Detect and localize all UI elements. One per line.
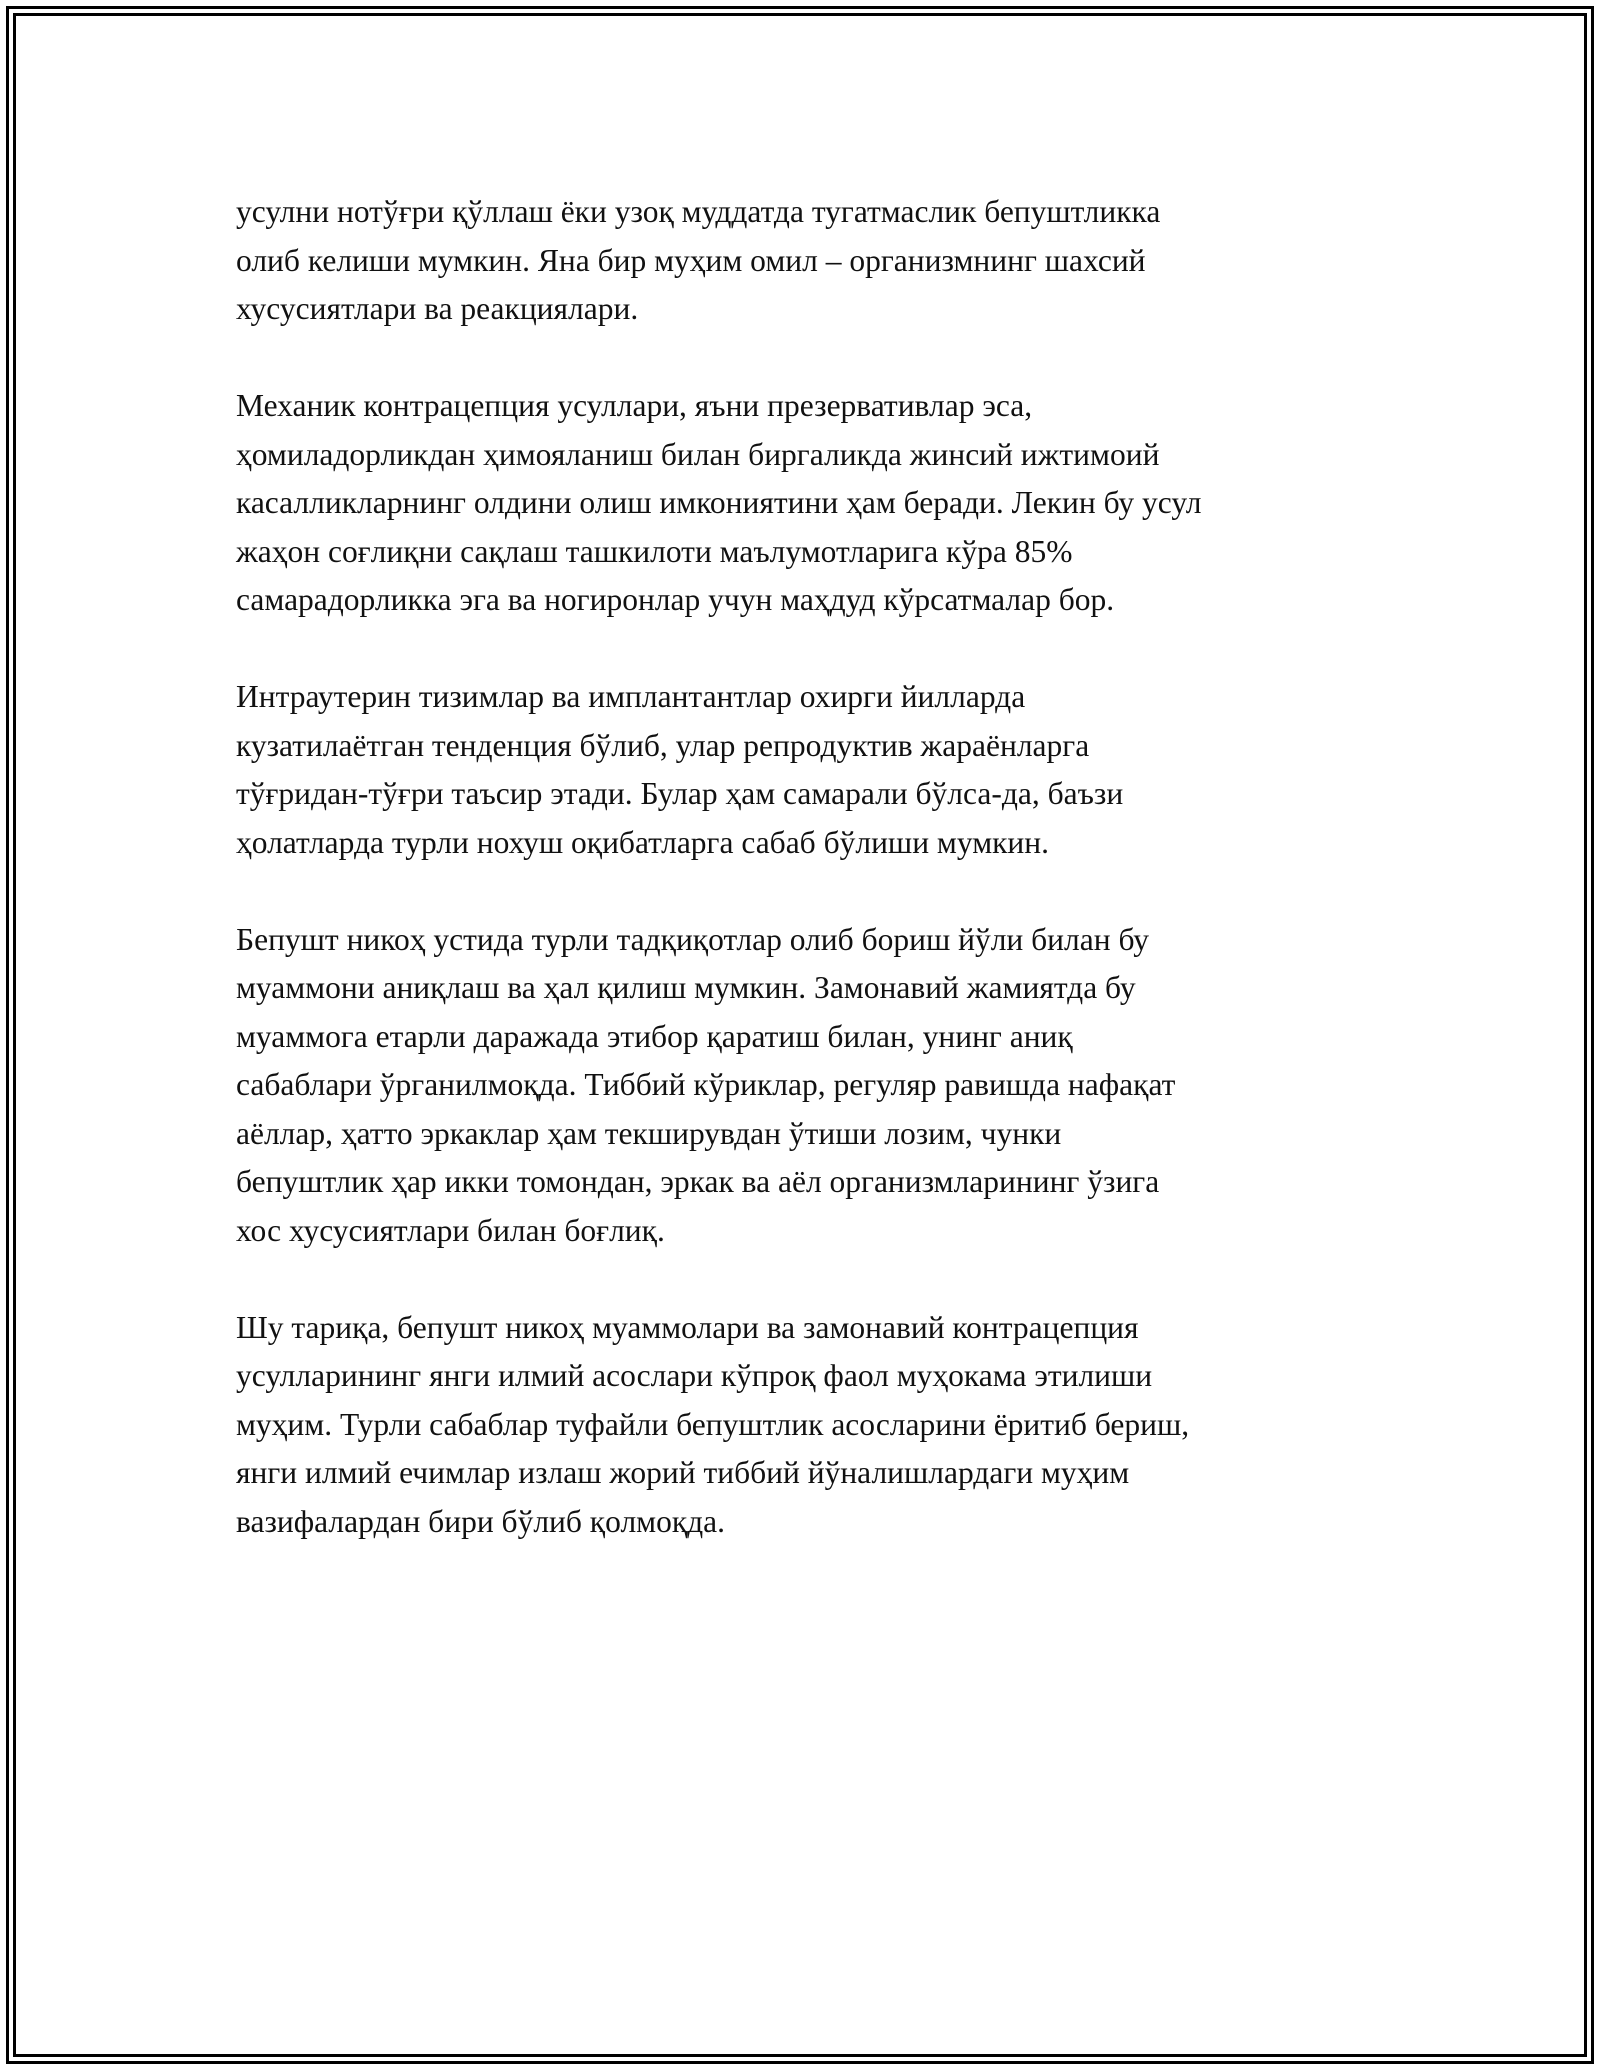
text-line: янги илмий ечимлар излаш жорий тиббий йўналишлардаги муҳим (236, 1455, 1130, 1490)
paragraph-5 (236, 1304, 1386, 1547)
text-line: Шу тариқа, бепушт никоҳ муаммолари ва замонавий контрацепция (236, 1309, 1139, 1345)
document-body (236, 188, 1386, 1595)
text-line: Бепушт никоҳ устида турли тадқиқотлар олиб бориш йўли билан бу (236, 921, 1150, 957)
paragraph-3 (236, 673, 1386, 867)
text-line: хусусиятлари ва реакциялари. (236, 291, 639, 326)
paragraph-2 (236, 382, 1386, 625)
text-line: олиб келиши мумкин. Яна бир муҳим омил – организмнинг шахсий (236, 242, 1146, 278)
text-line: усулларининг янги илмий асослари кўпроқ фаол муҳокама этилиши (236, 1358, 1153, 1393)
text-line: кузатилаётган тенденция бўлиб, улар репродуктив жараёнларга (236, 727, 1090, 763)
text-line: вазифалардан бири бўлиб қолмоқда. (236, 1503, 726, 1539)
paragraph-1 (236, 188, 1386, 334)
text-line: Механик контрацепция усуллари, яъни презервативлар эса, (236, 388, 1033, 423)
text-line: жаҳон соғлиқни сақлаш ташкилоти маълумотларига кўра 85% (236, 533, 1073, 569)
text-line: усулни нотўғри қўллаш ёки узоқ муддатда тугатмаслик бепуштликка (236, 194, 1161, 229)
text-line: бепуштлик ҳар икки томондан, эркак ва аёл организмларининг ўзига (236, 1164, 1160, 1199)
text-line: касалликларнинг олдини олиш имкониятини ҳам беради. Лекин бу усул (236, 485, 1202, 520)
text-line: сабаблари ўрганилмоқда. Тиббий кўриклар, регуляр равишда нафақат (236, 1067, 1176, 1102)
text-line: Интраутерин тизимлар ва имплантантлар охирги йилларда (236, 679, 1026, 714)
text-line: муаммони аниқлаш ва ҳал қилиш мумкин. Замонавий жамиятда бу (236, 970, 1136, 1005)
text-line: тўғридан-тўғри таъсир этади. Булар ҳам самарали бўлса-да, баъзи (236, 776, 1124, 811)
text-line: муаммога етарли даражада этибор қаратиш билан, унинг аниқ (236, 1018, 1073, 1054)
text-line: ҳолатларда турли нохуш оқибатларга сабаб бўлиши мумкин. (236, 824, 1050, 860)
text-line: хос хусусиятлари билан боғлиқ. (236, 1212, 665, 1248)
text-line: самарадорликка эга ва ногиронлар учун маҳдуд кўрсатмалар бор. (236, 582, 1115, 617)
paragraph-4 (236, 916, 1386, 1256)
text-line: муҳим. Турли сабаблар туфайли бепуштлик асосларини ёритиб бериш, (236, 1406, 1190, 1442)
text-line: аёллар, ҳатто эркаклар ҳам текширувдан ўтиши лозим, чунки (236, 1115, 1062, 1151)
text-line: ҳомиладорликдан ҳимояланиш билан биргаликда жинсий ижтимоий (236, 436, 1160, 472)
